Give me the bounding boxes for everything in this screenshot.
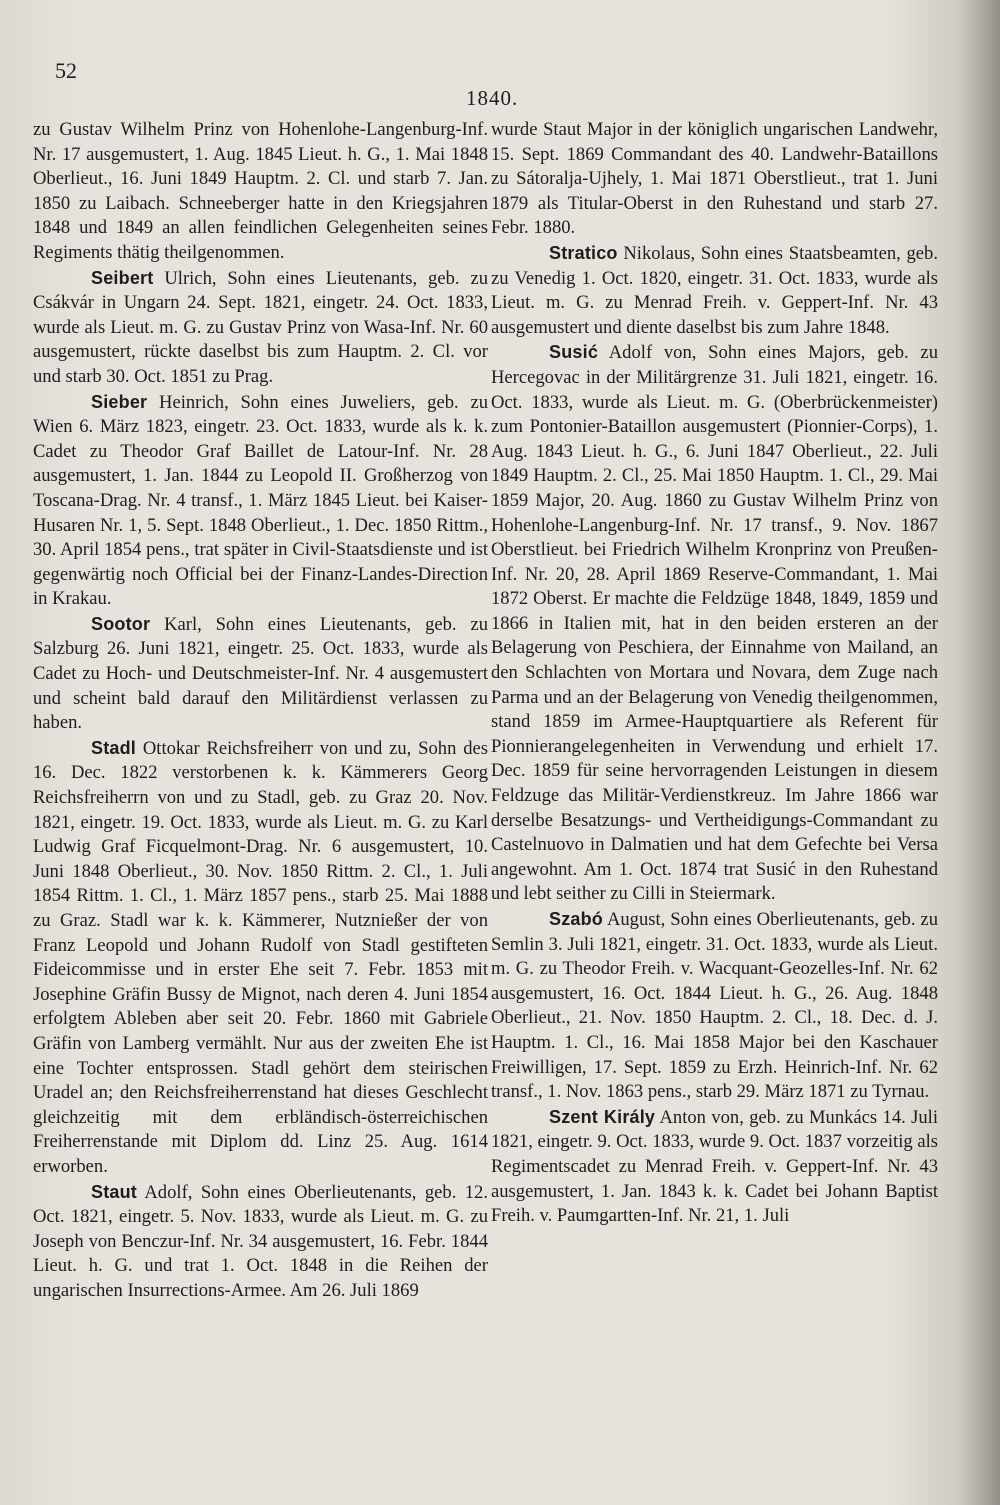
- page-edge-shadow: [960, 0, 1000, 1505]
- entry-continuation-staut: wurde Staut Major in der königlich ungarischen Landwehr, 15. Sept. 1869 Commandant des 40. Landwehr-Bataillons zu Sátoralja-Ujhely, 1. Mai 1871 Oberstlieut., trat 1. Juni 1879 als Titular-Oberst in den Ruhestand und starb 27. Febr. 1880.: [491, 119, 938, 239]
- entry-sootor: [33, 612, 488, 736]
- left-column: [33, 118, 488, 1304]
- entry-name: Susić: [549, 342, 599, 363]
- right-column: [491, 118, 938, 1229]
- entry-name: Szabó: [549, 909, 604, 929]
- entry-name: Sieber: [91, 391, 148, 412]
- entry-text: Nikolaus, Sohn eines Staatsbeamten, geb. zu Venedig 1. Oct. 1820, eingetr. 31. Oct. 1833, wurde als Lieut. m. G. zu Menrad Freih. v. Geppert-Inf. Nr. 43 ausgemustert und diente daselbst bis zum Jahre 1848.: [491, 242, 938, 338]
- entry-text: August, Sohn eines Oberlieutenants, geb. zu Semlin 3. Juli 1821, eingetr. 31. Oct. 1833, wurde als Lieut. m. G. zu Theodor Freih. v. Wacquant-Geozelles-Inf. Nr. 62 ausgemustert, 16. Oct. 1844 Lieut. h. G., 26. Aug. 1848 Oberlieut., 21. Nov. 1850 Hauptm. 2. Cl., 18. Dec. d. J. Hauptm. 1. Cl., 16. Mai 1858 Major bei den Kaschauer Freiwilligen, 17. Sept. 1859 zu Erzh. Heinrich-Inf. Nr. 62 transf., 1. Nov. 1863 pens., starb 29. März 1871 zu Tyrnau.: [491, 909, 938, 1103]
- entry-staut: [33, 1180, 488, 1304]
- entry-susic: [491, 340, 938, 907]
- entry-text: Anton von, geb. zu Munkács 14. Juli 1821, eingetr. 9. Oct. 1833, wurde 9. Oct. 1837 vorzeitig als Regimentscadet zu Menrad Freih. v. Geppert-Inf. Nr. 43 ausgemustert, 1. Jan. 1843 k. k. Cadet bei Johann Baptist Freih. v. Paumgartten-Inf. Nr. 21, 1. Juli: [491, 1106, 938, 1227]
- entry-szent-kiraly: [491, 1105, 938, 1229]
- entry-text: Adolf von, Sohn eines Majors, geb. zu Hercegovac in der Militärgrenze 31. Juli 1821, eingetr. 16. Oct. 1833, wurde als Lieut. m. G. (Oberbrückenmeister) zum Pontonier-Bataillon ausgemustert (Pionnier-Corps), 1. Aug. 1843 Lieut. h. G., 6. Juni 1847 Oberlieut., 22. Juli 1849 Hauptm. 2. Cl., 25. Mai 1850 Hauptm. 1. Cl., 29. Mai 1859 Major, 20. Aug. 1860 zu Gustav Wilhelm Prinz von Hohenlohe-Langenburg-Inf. Nr. 17 transf., 9. Nov. 1867 Oberstlieut. bei Friedrich Wilhelm Kronprinz von Preußen-Inf. Nr. 20, 28. April 1869 Reserve-Commandant, 1. Mai 1872 Oberst. Er machte die Feldzüge 1848, 1849, 1859 und 1866 in Italien mit, hat in den beiden ersteren an der Belagerung von Peschiera, der Einnahme von Mailand, an den Schlachten von Mortara und Novara, dem Zuge nach Parma und an der Belagerung von Venedig theilgenommen, stand 1859 im Armee-Hauptquartiere als Referent für Pionnierangelegenheiten in Verwendung und erhielt 17. Dec. 1859 für seine hervorragenden Leistungen in diesem Feldzuge das Militär-Verdienstkreuz. Im Jahre 1866 war derselbe Besatzungs- und Vertheidigungs-Commandant zu Castelnuovo in Dalmatien und hat dem Gefechte bei Versa angewohnt. Am 1. Oct. 1874 trat Susić in den Ruhestand und lebt seither zu Cilli in Steiermark.: [491, 342, 938, 905]
- entry-text: Heinrich, Sohn eines Juweliers, geb. zu Wien 6. März 1823, eingetr. 23. Oct. 1833, wurde als k. k. Cadet zu Theodor Graf Baillet de Latour-Inf. Nr. 28 ausgemustert, 1. Jan. 1844 zu Leopold II. Großherzog von Toscana-Drag. Nr. 4 transf., 1. März 1845 Lieut. bei Kaiser-Husaren Nr. 1, 5. Sept. 1848 Oberlieut., 1. Dec. 1850 Rittm., 30. April 1854 pens., trat später in Civil-Staatsdienste und ist gegenwärtig noch Official bei der Finanz-Landes-Direction in Krakau.: [33, 391, 488, 610]
- entry-stadl: [33, 736, 488, 1180]
- entry-text: Karl, Sohn eines Lieutenants, geb. zu Salzburg 26. Juni 1821, eingetr. 25. Oct. 1833, wurde als Cadet zu Hoch- und Deutschmeister-Inf. Nr. 4 ausgemustert und scheint bald darauf den Militärdienst verlassen zu haben.: [33, 613, 488, 734]
- entry-continuation-schneeberger: zu Gustav Wilhelm Prinz von Hohenlohe-Langenburg-Inf. Nr. 17 ausgemustert, 1. Aug. 1845 Lieut. h. G., 1. Mai 1848 Oberlieut., 16. Juni 1849 Hauptm. 2. Cl. und starb 7. Jan. 1850 zu Laibach. Schneeberger hatte in den Kriegsjahren 1848 und 1849 an allen feindlichen Gelegenheiten seines Regiments thätig theilgenommen.: [33, 119, 488, 263]
- entry-name: Seibert: [91, 267, 154, 288]
- running-head-year: 1840.: [466, 86, 519, 110]
- entry-szabo: [491, 907, 938, 1105]
- page-number: 52: [55, 58, 77, 83]
- entry-sieber: [33, 390, 488, 612]
- entry-text: Ottokar Reichsfreiherr von und zu, Sohn des 16. Dec. 1822 verstorbenen k. k. Kämmerers Georg Reichsfreiherrn von und zu Stadl, geb. zu Graz 20. Nov. 1821, eingetr. 19. Oct. 1833, wurde als Lieut. m. G. zu Karl Ludwig Graf Ficquelmont-Drag. Nr. 6 ausgemustert, 10. Juni 1848 Oberlieut., 30. Nov. 1850 Rittm. 2. Cl., 1. Juli 1854 Rittm. 1. Cl., 1. März 1857 pens., starb 25. Mai 1888 zu Graz. Stadl war k. k. Kämmerer, Nutznießer der von Franz Leopold und Johann Rudolf von Stadl gestifteten Fideicommisse und in erster Ehe seit 7. Febr. 1853 mit Josephine Gräfin Bussy de Mignot, nach deren 4. Juni 1854 erfolgtem Ableben aber seit 20. Febr. 1860 mit Gabriele Gräfin von Lamberg vermählt. Nur aus der zweiten Ehe ist eine Tochter entsprossen. Stadl gehört dem steirischen Uradel an; den Reichsfreiherrenstand hat dieses Geschlecht gleichzeitig mit dem erbländisch-österreichischen Freiherrenstande mit Diplom dd. Linz 25. Aug. 1614 erworben.: [33, 737, 488, 1177]
- entry-name: Stratico: [549, 242, 618, 263]
- entry-text: Adolf, Sohn eines Oberlieutenants, geb. 12. Oct. 1821, eingetr. 5. Nov. 1833, wurde als Lieut. m. G. zu Joseph von Benczur-Inf. Nr. 34 ausgemustert, 16. Febr. 1844 Lieut. h. G. und trat 1. Oct. 1848 in die Reihen der ungarischen Insurrections-Armee. Am 26. Juli 1869: [33, 1181, 488, 1301]
- entry-stratico: [491, 241, 938, 340]
- entry-text: Ulrich, Sohn eines Lieutenants, geb. zu Csákvár in Ungarn 24. Sept. 1821, eingetr. 24. Oct. 1833, wurde als Lieut. m. G. zu Gustav Prinz von Wasa-Inf. Nr. 60 ausgemustert, rückte daselbst bis zum Hauptm. 2. Cl. vor und starb 30. Oct. 1851 zu Prag.: [33, 267, 488, 387]
- entry-name: Stadl: [91, 737, 137, 758]
- entry-name: Sootor: [91, 613, 151, 634]
- entry-name: Szent Király: [549, 1106, 656, 1127]
- entry-name: Staut: [91, 1181, 137, 1202]
- entry-seibert: [33, 266, 488, 390]
